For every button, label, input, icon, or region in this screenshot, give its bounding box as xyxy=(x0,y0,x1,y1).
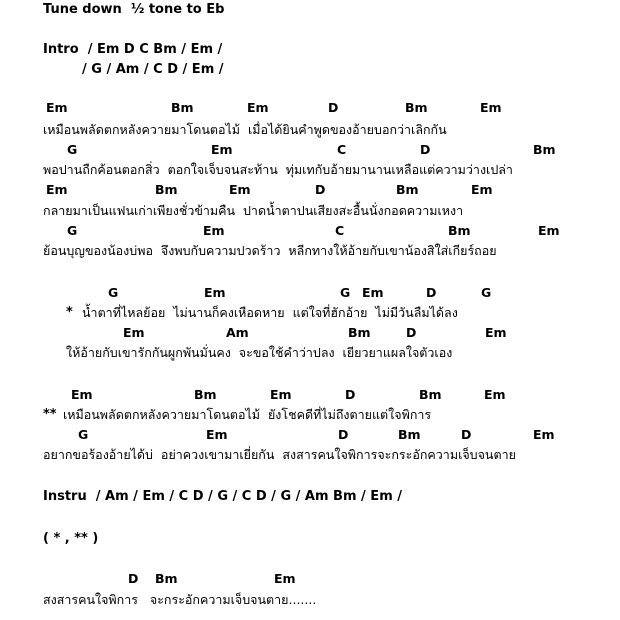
chord: Bm xyxy=(448,223,471,238)
intro-line-2: / G / Am / C D / Em / xyxy=(82,62,224,77)
chord: Em xyxy=(485,325,507,340)
tuning-note: Tune down ½ tone to Eb xyxy=(43,2,225,17)
instrumental-line: Instru / Am / Em / C D / G / C D / G / Am Bm / Em / xyxy=(43,489,403,504)
chord: Bm xyxy=(398,427,421,442)
chord: C xyxy=(337,142,347,157)
chord: Em xyxy=(46,100,68,115)
lyric-line: เหมือนพลัดตกหลังควายมาโดนตอไม้ ยังโชคดีที่ไม่ถึงตายแต่ใจพิการ xyxy=(63,407,432,422)
chord: D xyxy=(338,427,349,442)
repeat-marker: ( * , ** ) xyxy=(43,531,99,546)
lyric-line: กลายมาเป็นแฟนเก่าเพียงชั่วข้ามคืน ปาดน้ำตาปนเสียงสะอื้นนั่งกอดความเหงา xyxy=(43,203,464,218)
chord: D xyxy=(420,142,431,157)
chord: Bm xyxy=(155,571,178,586)
chord: D xyxy=(328,100,339,115)
chord: Em xyxy=(274,571,296,586)
lyric-line: ย้อนบุญของน้องบ่พอ จึงพบกับความปวดร้าว หลีกทางให้อ้ายกับเขาน้องสิใส่เกียร์ถอย xyxy=(43,243,497,258)
chord: Em xyxy=(270,387,292,402)
chord: Bm xyxy=(155,182,178,197)
lyric-line: สงสารคนใจพิการ จะกระอักความเจ็บจนตาย....... xyxy=(43,592,317,607)
chord: Em xyxy=(229,182,251,197)
chord: Bm xyxy=(419,387,442,402)
chord: Em xyxy=(204,285,226,300)
chord: Em xyxy=(484,387,506,402)
chord: Bm xyxy=(533,142,556,157)
chord: Em xyxy=(480,100,502,115)
chord: D xyxy=(128,571,139,586)
chord: C xyxy=(335,223,345,238)
chord: G xyxy=(67,142,78,157)
chord: Bm xyxy=(405,100,428,115)
chord: D xyxy=(345,387,356,402)
intro-line-1: Intro / Em D C Bm / Em / xyxy=(43,42,223,57)
lyric-line: อยากขอร้องอ้ายได้บ่ อย่าควงเขามาเยี่ยกัน สงสารคนใจพิการจะกระอักความเจ็บจนตาย xyxy=(43,447,516,462)
chord: Em xyxy=(206,427,228,442)
chord: Em xyxy=(471,182,493,197)
chord: D xyxy=(461,427,472,442)
chord: D xyxy=(426,285,437,300)
chord: Em xyxy=(46,182,68,197)
chord: D xyxy=(315,182,326,197)
lyric-line: น้ำตาที่ไหลย้อย ไม่นานก็คงเหือดหาย แต่ใจที่ฮักอ้าย ไม่มีวันลืมได้ลง xyxy=(82,305,458,320)
chord: D xyxy=(406,325,417,340)
chord: Em xyxy=(203,223,225,238)
chorus-marker: * xyxy=(66,305,73,320)
lyric-line: เหมือนพลัดตกหลังควายมาโดนตอไม้ เมื่อได้ยินคำพูดของอ้ายบอกว่าเลิกกัน xyxy=(43,122,447,137)
chord: Em xyxy=(71,387,93,402)
lyric-line: ให้อ้ายกับเขารักกันผูกพันมั่นคง จะขอใช้คำว่าปลง เยียวยาแผลใจตัวเอง xyxy=(66,345,453,360)
chord: Bm xyxy=(396,182,419,197)
chord: Bm xyxy=(171,100,194,115)
chord: G xyxy=(67,223,78,238)
chord: G xyxy=(481,285,492,300)
chord: Am xyxy=(226,325,249,340)
chord: Em xyxy=(362,285,384,300)
chord: Em xyxy=(247,100,269,115)
chord: Bm xyxy=(194,387,217,402)
chord: Em xyxy=(123,325,145,340)
chord: G xyxy=(108,285,119,300)
chord: Em xyxy=(533,427,555,442)
chord: Bm xyxy=(348,325,371,340)
lyric-line: พอปานถืกค้อนตอกสิ่ว ตอกใจเจ็บจนสะท้าน ทุ่มเทกับอ้ายมานานเหลือแต่ความว่างเปล่า xyxy=(43,162,513,177)
chord: Em xyxy=(211,142,233,157)
chorus-marker: ** xyxy=(43,407,57,422)
chord: Em xyxy=(538,223,560,238)
chord: G xyxy=(78,427,89,442)
chord: G xyxy=(340,285,351,300)
